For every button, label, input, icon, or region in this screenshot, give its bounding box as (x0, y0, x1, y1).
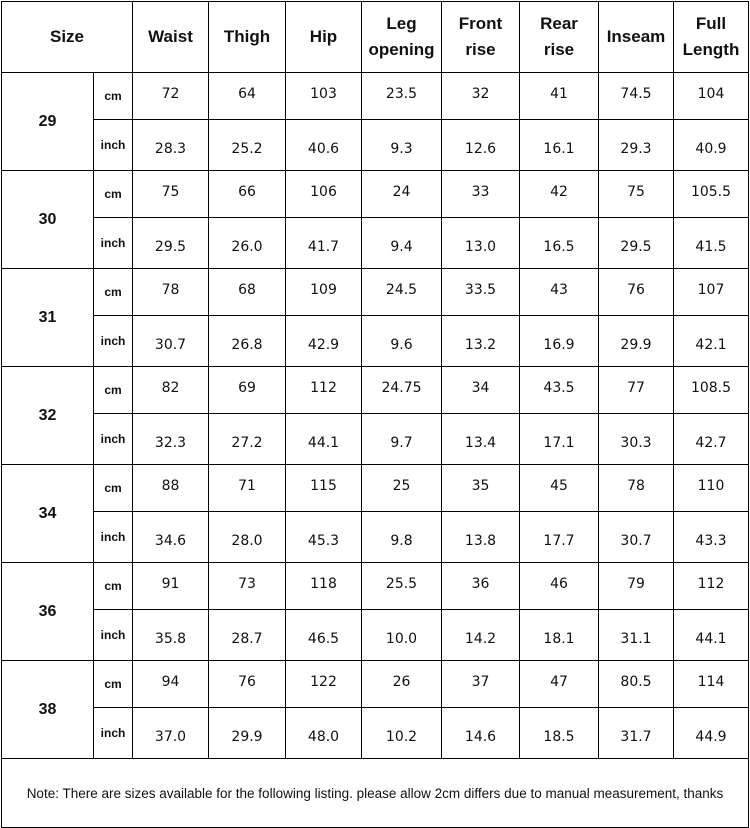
unit-label: inch (94, 316, 133, 367)
measurement-cell: 18.1 (520, 610, 599, 661)
measurement-cell: 43 (520, 269, 599, 316)
measurement-cell: 41 (520, 73, 599, 120)
measurement-cell: 36 (442, 563, 520, 610)
measurement-cell: 44.9 (674, 708, 749, 759)
measurement-cell: 68 (209, 269, 286, 316)
measurement-cell: 33 (442, 171, 520, 218)
measurement-cell: 30.7 (599, 512, 674, 563)
measurement-cell: 80.5 (599, 661, 674, 708)
header-thigh: Thigh (209, 2, 286, 73)
measurement-cell: 29.9 (599, 316, 674, 367)
measurement-cell: 76 (209, 661, 286, 708)
measurement-cell: 31.1 (599, 610, 674, 661)
measurement-cell: 76 (599, 269, 674, 316)
measurement-cell: 45 (520, 465, 599, 512)
measurement-cell: 44.1 (286, 414, 362, 465)
measurement-cell: 104 (674, 73, 749, 120)
measurement-cell: 43.3 (674, 512, 749, 563)
table-row (2, 414, 749, 465)
measurement-cell: 46.5 (286, 610, 362, 661)
measurement-cell: 115 (286, 465, 362, 512)
measurement-cell: 10.0 (362, 610, 442, 661)
measurement-cell: 29.9 (209, 708, 286, 759)
measurement-cell: 106 (286, 171, 362, 218)
measurement-cell: 31.7 (599, 708, 674, 759)
size-label: 36 (2, 563, 94, 661)
header-hip: Hip (286, 2, 362, 73)
size-chart-table (1, 1, 749, 828)
table-row (2, 171, 749, 218)
unit-label: inch (94, 414, 133, 465)
measurement-cell: 37.0 (133, 708, 209, 759)
measurement-cell: 18.5 (520, 708, 599, 759)
header-leg-opening: Leg opening (362, 2, 442, 73)
measurement-cell: 32 (442, 73, 520, 120)
measurement-cell: 74.5 (599, 73, 674, 120)
measurement-cell: 41.5 (674, 218, 749, 269)
measurement-cell: 109 (286, 269, 362, 316)
header-waist: Waist (133, 2, 209, 73)
measurement-cell: 108.5 (674, 367, 749, 414)
measurement-cell: 13.4 (442, 414, 520, 465)
table-row (2, 661, 749, 708)
measurement-cell: 72 (133, 73, 209, 120)
header-rear-rise: Rear rise (520, 2, 599, 73)
measurement-cell: 26 (362, 661, 442, 708)
measurement-cell: 48.0 (286, 708, 362, 759)
measurement-cell: 25.5 (362, 563, 442, 610)
unit-label: inch (94, 218, 133, 269)
measurement-cell: 110 (674, 465, 749, 512)
measurement-cell: 17.7 (520, 512, 599, 563)
unit-label: inch (94, 610, 133, 661)
size-label: 30 (2, 171, 94, 269)
measurement-cell: 9.7 (362, 414, 442, 465)
unit-label: cm (94, 465, 133, 512)
table-row (2, 218, 749, 269)
measurement-cell: 26.8 (209, 316, 286, 367)
measurement-cell: 79 (599, 563, 674, 610)
measurement-cell: 42.1 (674, 316, 749, 367)
measurement-cell: 44.1 (674, 610, 749, 661)
measurement-cell: 34.6 (133, 512, 209, 563)
measurement-cell: 114 (674, 661, 749, 708)
measurement-cell: 9.8 (362, 512, 442, 563)
measurement-cell: 25.2 (209, 120, 286, 171)
measurement-cell: 24.75 (362, 367, 442, 414)
measurement-cell: 13.8 (442, 512, 520, 563)
table-row (2, 512, 749, 563)
measurement-cell: 45.3 (286, 512, 362, 563)
measurement-cell: 75 (599, 171, 674, 218)
measurement-cell: 24 (362, 171, 442, 218)
measurement-cell: 14.6 (442, 708, 520, 759)
table-row (2, 708, 749, 759)
measurement-cell: 29.5 (133, 218, 209, 269)
unit-label: cm (94, 563, 133, 610)
size-label: 38 (2, 661, 94, 759)
measurement-cell: 28.3 (133, 120, 209, 171)
measurement-cell: 118 (286, 563, 362, 610)
measurement-cell: 35 (442, 465, 520, 512)
measurement-cell: 9.6 (362, 316, 442, 367)
measurement-cell: 112 (286, 367, 362, 414)
measurement-cell: 16.9 (520, 316, 599, 367)
measurement-cell: 66 (209, 171, 286, 218)
measurement-cell: 78 (133, 269, 209, 316)
header-size: Size (2, 2, 133, 73)
measurement-cell: 91 (133, 563, 209, 610)
header-row (2, 2, 749, 73)
measurement-note: Note: There are sizes available for the following listing. please allow 2cm differs due to manual measurement, thanks (2, 759, 749, 828)
header-front-rise: Front rise (442, 2, 520, 73)
measurement-cell: 73 (209, 563, 286, 610)
unit-label: cm (94, 269, 133, 316)
measurement-cell: 122 (286, 661, 362, 708)
measurement-cell: 94 (133, 661, 209, 708)
measurement-cell: 34 (442, 367, 520, 414)
measurement-cell: 69 (209, 367, 286, 414)
measurement-cell: 40.9 (674, 120, 749, 171)
measurement-cell: 9.3 (362, 120, 442, 171)
unit-label: inch (94, 512, 133, 563)
measurement-cell: 71 (209, 465, 286, 512)
measurement-cell: 10.2 (362, 708, 442, 759)
measurement-cell: 30.3 (599, 414, 674, 465)
size-label: 29 (2, 73, 94, 171)
measurement-cell: 32.3 (133, 414, 209, 465)
measurement-cell: 40.6 (286, 120, 362, 171)
measurement-cell: 27.2 (209, 414, 286, 465)
measurement-cell: 41.7 (286, 218, 362, 269)
measurement-cell: 24.5 (362, 269, 442, 316)
measurement-cell: 78 (599, 465, 674, 512)
table-row (2, 316, 749, 367)
measurement-cell: 16.1 (520, 120, 599, 171)
unit-label: inch (94, 708, 133, 759)
measurement-cell: 23.5 (362, 73, 442, 120)
header-inseam: Inseam (599, 2, 674, 73)
size-chart-body (2, 73, 749, 759)
measurement-cell: 13.2 (442, 316, 520, 367)
measurement-cell: 28.7 (209, 610, 286, 661)
measurement-cell: 103 (286, 73, 362, 120)
measurement-cell: 29.3 (599, 120, 674, 171)
measurement-cell: 107 (674, 269, 749, 316)
measurement-cell: 77 (599, 367, 674, 414)
table-row (2, 610, 749, 661)
size-label: 31 (2, 269, 94, 367)
table-row (2, 73, 749, 120)
measurement-cell: 33.5 (442, 269, 520, 316)
measurement-cell: 14.2 (442, 610, 520, 661)
measurement-cell: 16.5 (520, 218, 599, 269)
measurement-cell: 30.7 (133, 316, 209, 367)
measurement-cell: 88 (133, 465, 209, 512)
measurement-cell: 37 (442, 661, 520, 708)
measurement-cell: 42 (520, 171, 599, 218)
measurement-cell: 26.0 (209, 218, 286, 269)
unit-label: inch (94, 120, 133, 171)
unit-label: cm (94, 661, 133, 708)
measurement-cell: 17.1 (520, 414, 599, 465)
table-row (2, 367, 749, 414)
unit-label: cm (94, 73, 133, 120)
measurement-cell: 64 (209, 73, 286, 120)
measurement-cell: 112 (674, 563, 749, 610)
measurement-cell: 9.4 (362, 218, 442, 269)
table-row (2, 269, 749, 316)
measurement-cell: 13.0 (442, 218, 520, 269)
measurement-cell: 42.7 (674, 414, 749, 465)
size-label: 34 (2, 465, 94, 563)
measurement-cell: 28.0 (209, 512, 286, 563)
measurement-cell: 43.5 (520, 367, 599, 414)
measurement-cell: 42.9 (286, 316, 362, 367)
table-row (2, 465, 749, 512)
size-label: 32 (2, 367, 94, 465)
table-row (2, 563, 749, 610)
measurement-cell: 46 (520, 563, 599, 610)
measurement-cell: 25 (362, 465, 442, 512)
measurement-cell: 35.8 (133, 610, 209, 661)
unit-label: cm (94, 171, 133, 218)
measurement-cell: 47 (520, 661, 599, 708)
table-row (2, 120, 749, 171)
measurement-cell: 29.5 (599, 218, 674, 269)
measurement-cell: 75 (133, 171, 209, 218)
measurement-cell: 82 (133, 367, 209, 414)
measurement-cell: 105.5 (674, 171, 749, 218)
header-full-length: Full Length (674, 2, 749, 73)
unit-label: cm (94, 367, 133, 414)
note-row (2, 759, 749, 828)
measurement-cell: 12.6 (442, 120, 520, 171)
